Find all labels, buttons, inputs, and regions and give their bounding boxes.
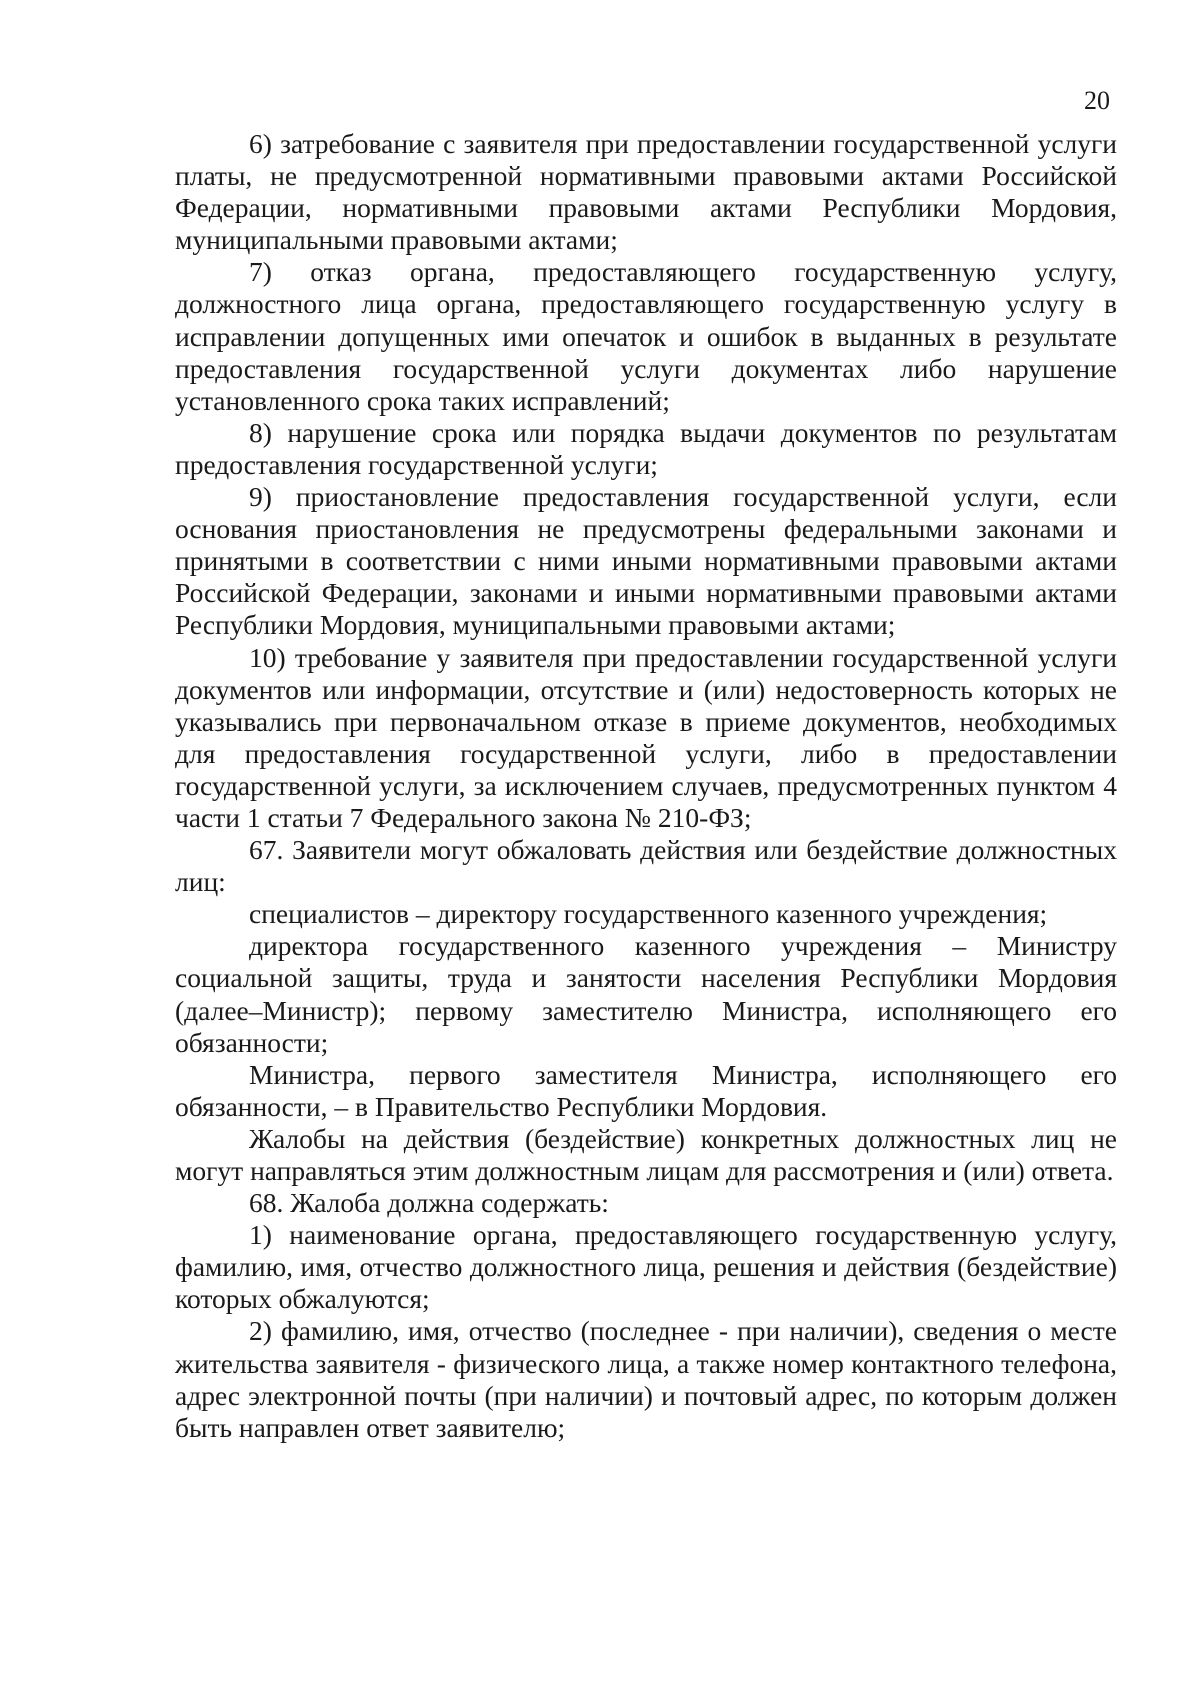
paragraph-complaints: Жалобы на действия (бездействие) конкретных должностных лиц не могут направляться этим должностным лицам для рассмотрения и (или) ответа. [175, 1122, 1117, 1186]
page-number: 20 [1084, 86, 1110, 115]
paragraph-clause-68: 68. Жалоба должна содержать: [249, 1187, 609, 1219]
paragraph-item-9: 9) приостановление предоставления государственной услуги, если основания приостановления не предусмотрены федеральными законами и принятыми в соответствии с ними иными нормативными правовыми актами Российской Федерации, законами и иными нормативными правовыми актами Республики Мордовия, муниципальными правовыми актами; [175, 481, 1117, 641]
paragraph-director: директора государственного казенного учреждения – Министру социальной защиты, труда и занятости населения Республики Мордовия (далее–Министр); первому заместителю Министра, исполняющего его обязанности; [175, 930, 1117, 1058]
paragraph-item-7: 7) отказ органа, предоставляющего государственную услугу, должностного лица органа, предоставляющего государственную услугу в исправлении допущенных ими опечаток и ошибок в выданных в результате предоставления государственной услуги документах либо нарушение установленного срока таких исправлений; [175, 256, 1117, 416]
paragraph-item-10: 10) требование у заявителя при предоставлении государственной услуги документов или информации, отсутствие и (или) недостоверность которых не указывались при первоначальном отказе в приеме документов, необходимых для предоставления государственной услуги, либо в предоставлении государственной услуги, за исключением случаев, предусмотренных пунктом 4 части 1 статьи 7 Федерального закона № 210-ФЗ; [175, 641, 1117, 833]
paragraph-requirement-2: 2) фамилию, имя, отчество (последнее - при наличии), сведения о месте жительства заявителя - физического лица, а также номер контактного телефона, адрес электронной почты (при наличии) и почтовый адрес, по которым должен быть направлен ответ заявителю; [175, 1315, 1117, 1443]
paragraph-requirement-1: 1) наименование органа, предоставляющего государственную услугу, фамилию, имя, отчество должностного лица, решения и действия (бездействие) которых обжалуются; [175, 1219, 1117, 1315]
paragraph-item-8: 8) нарушение срока или порядка выдачи документов по результатам предоставления государственной услуги; [175, 416, 1117, 480]
document-body [175, 128, 1117, 1444]
paragraph-item-6: 6) затребование с заявителя при предоставлении государственной услуги платы, не предусмотренной нормативными правовыми актами Российской Федерации, нормативными правовыми актами Республики Мордовия, муниципальными правовыми актами; [175, 128, 1117, 256]
paragraph-minister: Министра, первого заместителя Министра, исполняющего его обязанности, – в Правительство Республики Мордовия. [175, 1058, 1117, 1122]
paragraph-specialists: специалистов – директору государственного казенного учреждения; [249, 898, 1048, 930]
paragraph-clause-67: 67. Заявители могут обжаловать действия или бездействие должностных лиц: [175, 834, 1117, 898]
